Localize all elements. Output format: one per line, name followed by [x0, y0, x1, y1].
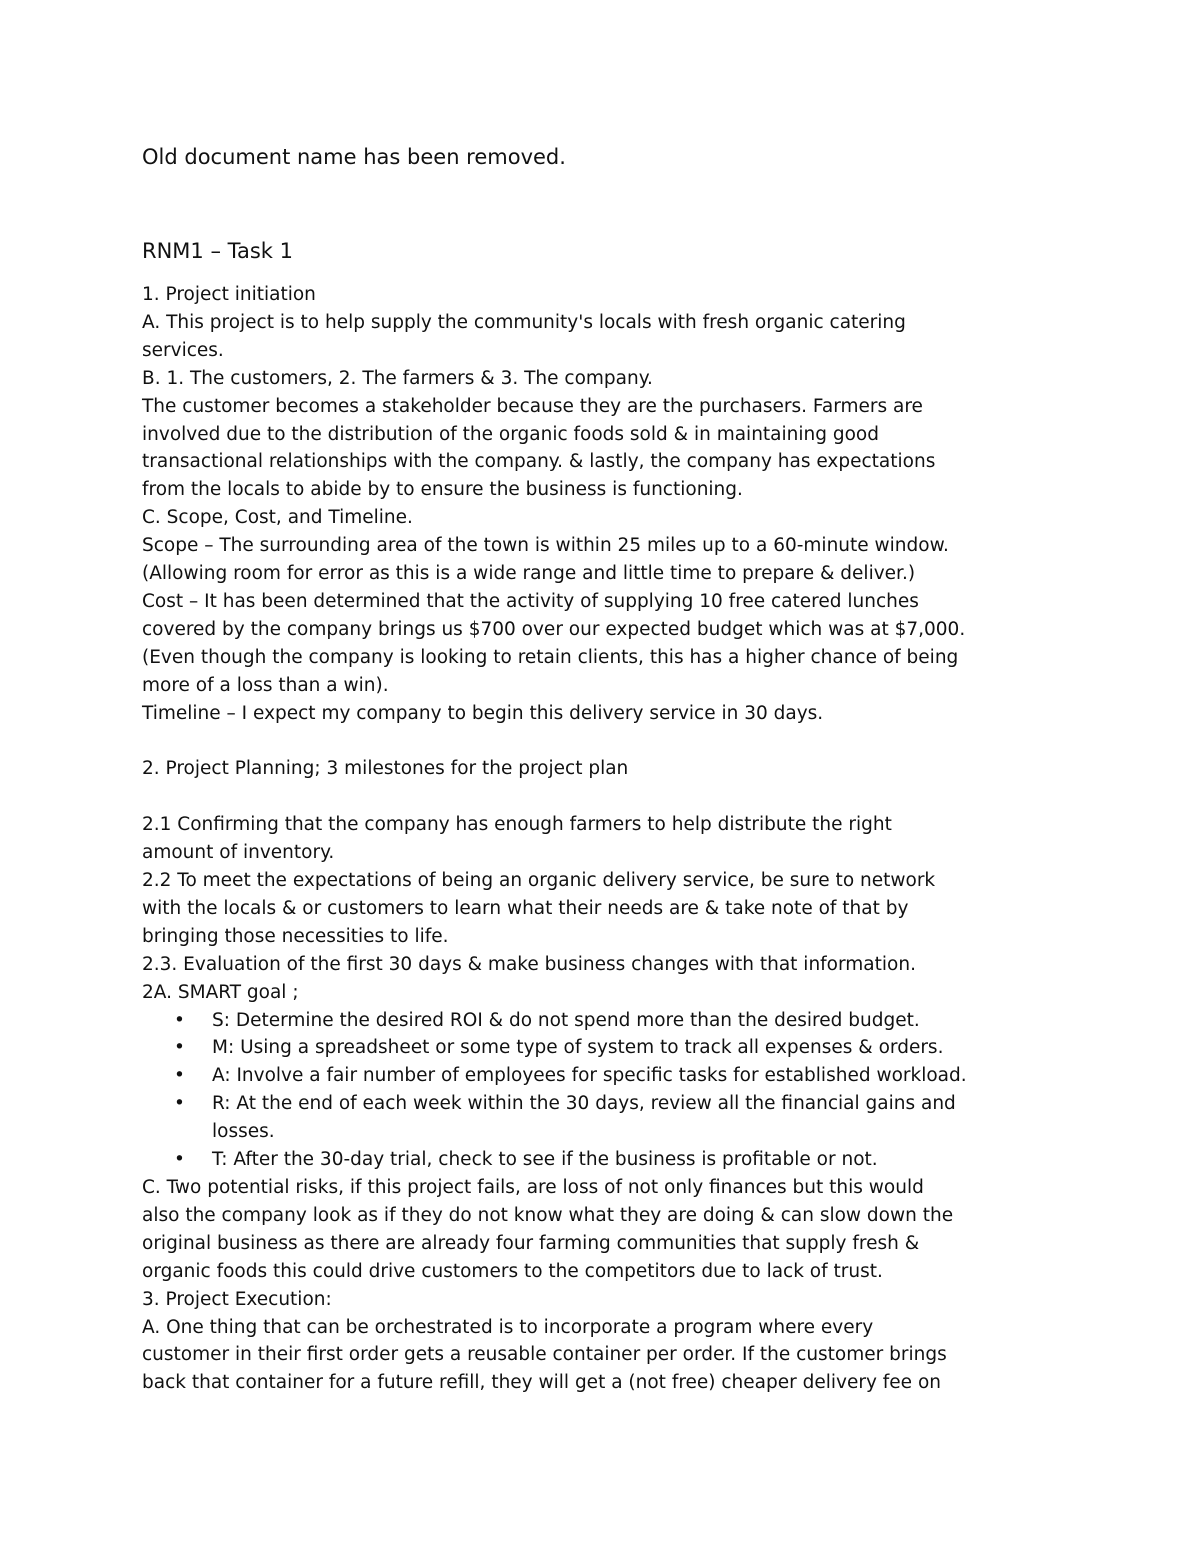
paragraph-line: covered by the company brings us $700 over our expected budget which was at $7,000. [142, 618, 966, 640]
smart-item-a [142, 1062, 1082, 1090]
blank-line [142, 728, 1082, 756]
paragraph-line: The customer becomes a stakeholder because they are the purchasers. Farmers are [142, 395, 923, 417]
paragraph-line: amount of inventory. [142, 842, 335, 864]
document-body [142, 281, 1082, 1397]
document-title: Old document name has been removed. [142, 145, 566, 169]
paragraph-line: organic foods this could drive customers to the competitors due to lack of trust. [142, 1260, 883, 1282]
blank-line [142, 783, 1082, 811]
list-item-text: A: Involve a fair number of employees for specific tasks for established workload. [212, 1065, 967, 1087]
paragraph-line: 2.2 To meet the expectations of being an organic delivery service, be sure to network [142, 870, 936, 891]
paragraph-line: B. 1. The customers, 2. The farmers & 3. The company. [142, 367, 653, 389]
paragraph-line: Cost – It has been determined that the activity of supplying 10 free catered lunches [142, 590, 919, 612]
bullet-icon: • [174, 1093, 185, 1115]
paragraph-line: involved due to the distribution of the organic foods sold & in maintaining good [142, 423, 879, 445]
smart-item-s [142, 1007, 1082, 1035]
paragraph-line: 2.3. Evaluation of the first 30 days & make business changes with that information. [142, 953, 916, 975]
paragraph-line: A. One thing that can be orchestrated is to incorporate a program where every [142, 1316, 874, 1338]
section-heading-planning: 2. Project Planning; 3 milestones for the project plan [142, 758, 629, 780]
paragraph-line: C. Two potential risks, if this project fails, are loss of not only finances but this would [142, 1176, 924, 1198]
paragraph-line: Scope – The surrounding area of the town is within 25 miles up to a 60-minute window. [142, 535, 949, 557]
smart-goal-list [142, 1007, 1082, 1174]
list-item-text: M: Using a spreadsheet or some type of system to track all expenses & orders. [212, 1037, 944, 1059]
list-item-text: R: At the end of each week within the 30 days, review all the financial gains and [212, 1093, 956, 1115]
smart-item-r-continued [142, 1118, 1082, 1146]
paragraph-line: A. This project is to help supply the community's locals with fresh organic catering [142, 311, 906, 333]
bullet-icon: • [174, 1037, 185, 1059]
paragraph-line: more of a loss than a win). [142, 674, 389, 696]
smart-item-m [142, 1034, 1082, 1062]
list-item-text: T: After the 30-day trial, check to see if the business is profitable or not. [212, 1149, 878, 1171]
list-item-text: losses. [212, 1121, 275, 1143]
paragraph-line: (Even though the company is looking to retain clients, this has a higher chance of being [142, 646, 959, 668]
paragraph-line: from the locals to abide by to ensure the business is functioning. [142, 479, 743, 501]
paragraph-line: C. Scope, Cost, and Timeline. [142, 507, 413, 529]
paragraph-line: also the company look as if they do not know what they are doing & can slow down the [142, 1204, 954, 1226]
paragraph-line: back that container for a future refill, they will get a (not free) cheaper delivery fee on [142, 1372, 941, 1394]
paragraph-line: 2.1 Confirming that the company has enough farmers to help distribute the right [142, 814, 892, 836]
section-heading-execution: 3. Project Execution: [142, 1288, 332, 1310]
paragraph-line: original business as there are already four farming communities that supply fresh & [142, 1232, 920, 1254]
paragraph-line: Timeline – I expect my company to begin this delivery service in 30 days. [142, 702, 824, 724]
paragraph-line: bringing those necessities to life. [142, 925, 449, 947]
smart-goal-heading: 2A. SMART goal ; [142, 981, 299, 1003]
paragraph-line: transactional relationships with the company. & lastly, the company has expectations [142, 451, 936, 473]
task-heading: RNM1 – Task 1 [142, 239, 293, 263]
list-item-text: S: Determine the desired ROI & do not spend more than the desired budget. [212, 1009, 920, 1031]
paragraph-line: services. [142, 339, 224, 361]
paragraph-line: (Allowing room for error as this is a wide range and little time to prepare & deliver.) [142, 563, 916, 585]
smart-item-t [142, 1146, 1082, 1174]
paragraph-line: 1. Project initiation [142, 284, 316, 305]
smart-item-r [142, 1090, 1082, 1118]
paragraph-line: customer in their first order gets a reusable container per order. If the customer brings [142, 1344, 947, 1366]
bullet-icon: • [174, 1065, 185, 1087]
bullet-icon: • [174, 1149, 185, 1171]
bullet-icon: • [174, 1009, 185, 1031]
paragraph-line: with the locals & or customers to learn what their needs are & take note of that by [142, 897, 909, 919]
